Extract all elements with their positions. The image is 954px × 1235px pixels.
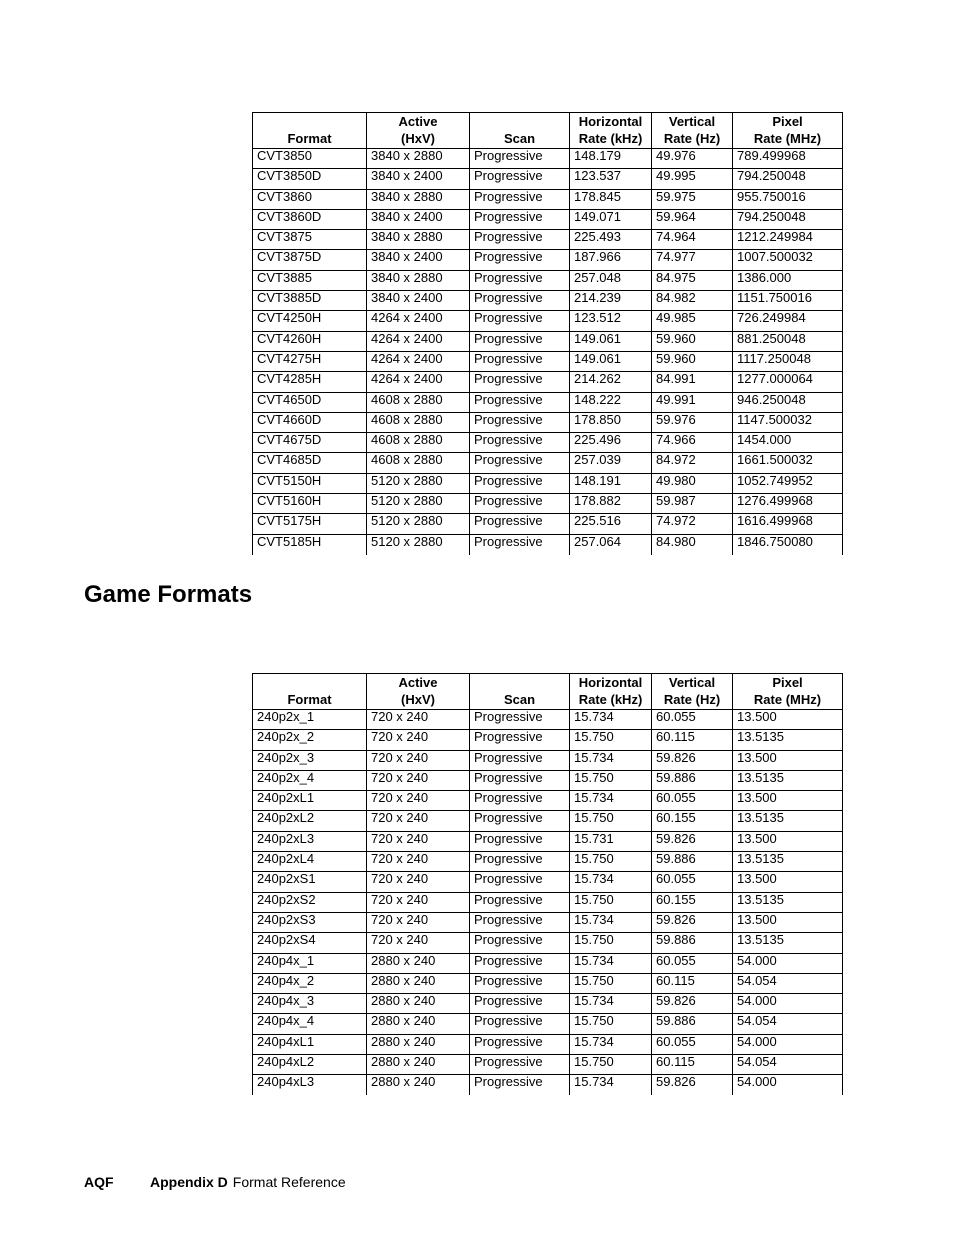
table-row: [253, 270, 843, 290]
cell-scan: Progressive: [470, 1055, 570, 1075]
cell-format: CVT3875: [253, 230, 367, 250]
table-row: [253, 351, 843, 371]
cell-horizontal-rate: 15.734: [570, 872, 652, 892]
table-row: [253, 831, 843, 851]
cell-active: 3840 x 2400: [367, 209, 470, 229]
cell-vertical-rate: 49.980: [652, 473, 733, 493]
cell-pixel-rate: 1212.249984: [733, 230, 843, 250]
cell-scan: Progressive: [470, 852, 570, 872]
section-heading: Game Formats: [84, 581, 253, 608]
cell-vertical-rate: 60.115: [652, 973, 733, 993]
cell-vertical-rate: 74.977: [652, 250, 733, 270]
cell-pixel-rate: 789.499968: [733, 149, 843, 169]
table-row: [253, 791, 843, 811]
cell-pixel-rate: 946.250048: [733, 392, 843, 412]
table-row: [253, 250, 843, 270]
cell-format: 240p4xL2: [253, 1055, 367, 1075]
cell-horizontal-rate: 178.882: [570, 494, 652, 514]
cell-scan: Progressive: [470, 770, 570, 790]
table-row: [253, 534, 843, 555]
cell-format: CVT4275H: [253, 351, 367, 371]
cell-horizontal-rate: 15.734: [570, 953, 652, 973]
cell-horizontal-rate: 15.734: [570, 912, 652, 932]
cell-vertical-rate: 59.886: [652, 770, 733, 790]
cell-active: 3840 x 2880: [367, 149, 470, 169]
cell-active: 4608 x 2880: [367, 453, 470, 473]
table-row: [253, 189, 843, 209]
cell-pixel-rate: 1616.499968: [733, 514, 843, 534]
cell-format: CVT3885D: [253, 291, 367, 311]
cell-horizontal-rate: 15.734: [570, 994, 652, 1014]
cell-active: 2880 x 240: [367, 1055, 470, 1075]
cell-pixel-rate: 54.054: [733, 1014, 843, 1034]
cell-pixel-rate: 1147.500032: [733, 412, 843, 432]
cell-active: 4264 x 2400: [367, 351, 470, 371]
cell-pixel-rate: 794.250048: [733, 209, 843, 229]
cell-format: CVT3885: [253, 270, 367, 290]
footer-title: Format Reference: [232, 1174, 346, 1190]
cell-vertical-rate: 59.886: [652, 852, 733, 872]
cell-horizontal-rate: 148.222: [570, 392, 652, 412]
header-format: Format: [253, 113, 367, 149]
cell-scan: Progressive: [470, 710, 570, 730]
cell-scan: Progressive: [470, 1014, 570, 1034]
header-horizontal-rate: Horizontal Rate (kHz): [570, 113, 652, 149]
cell-scan: Progressive: [470, 209, 570, 229]
cell-horizontal-rate: 15.750: [570, 730, 652, 750]
cell-active: 3840 x 2880: [367, 230, 470, 250]
cell-vertical-rate: 74.972: [652, 514, 733, 534]
cell-format: CVT5160H: [253, 494, 367, 514]
cell-scan: Progressive: [470, 872, 570, 892]
cell-horizontal-rate: 187.966: [570, 250, 652, 270]
cell-active: 5120 x 2880: [367, 473, 470, 493]
cell-active: 720 x 240: [367, 730, 470, 750]
table-row: [253, 770, 843, 790]
table-row: [253, 311, 843, 331]
cell-active: 3840 x 2400: [367, 250, 470, 270]
cell-scan: Progressive: [470, 892, 570, 912]
cell-format: 240p4x_2: [253, 973, 367, 993]
cell-pixel-rate: 54.000: [733, 1034, 843, 1054]
cell-horizontal-rate: 15.750: [570, 852, 652, 872]
table-row: [253, 1034, 843, 1054]
cell-pixel-rate: 13.5135: [733, 730, 843, 750]
cell-active: 720 x 240: [367, 710, 470, 730]
cell-scan: Progressive: [470, 250, 570, 270]
cell-pixel-rate: 726.249984: [733, 311, 843, 331]
cell-scan: Progressive: [470, 473, 570, 493]
cell-horizontal-rate: 123.537: [570, 169, 652, 189]
cell-pixel-rate: 1007.500032: [733, 250, 843, 270]
cell-vertical-rate: 84.975: [652, 270, 733, 290]
cell-format: CVT4675D: [253, 433, 367, 453]
cell-pixel-rate: 54.000: [733, 953, 843, 973]
cell-scan: Progressive: [470, 1075, 570, 1096]
cell-horizontal-rate: 15.734: [570, 750, 652, 770]
table-row: [253, 933, 843, 953]
cvt-format-table: [252, 112, 843, 555]
cell-pixel-rate: 13.500: [733, 831, 843, 851]
cell-horizontal-rate: 15.750: [570, 973, 652, 993]
cell-pixel-rate: 54.000: [733, 994, 843, 1014]
cell-active: 720 x 240: [367, 791, 470, 811]
table-row: [253, 291, 843, 311]
cell-format: CVT5185H: [253, 534, 367, 555]
table-row: [253, 872, 843, 892]
cell-format: 240p4xL1: [253, 1034, 367, 1054]
cell-format: 240p2xS4: [253, 933, 367, 953]
cell-pixel-rate: 13.500: [733, 750, 843, 770]
cell-format: 240p2xL4: [253, 852, 367, 872]
cell-pixel-rate: 13.500: [733, 872, 843, 892]
cell-vertical-rate: 59.975: [652, 189, 733, 209]
cell-format: 240p2xS2: [253, 892, 367, 912]
cell-scan: Progressive: [470, 412, 570, 432]
cell-format: CVT3875D: [253, 250, 367, 270]
cell-horizontal-rate: 123.512: [570, 311, 652, 331]
cell-horizontal-rate: 257.064: [570, 534, 652, 555]
cell-active: 5120 x 2880: [367, 494, 470, 514]
cell-pixel-rate: 13.5135: [733, 770, 843, 790]
cell-scan: Progressive: [470, 189, 570, 209]
table-row: [253, 514, 843, 534]
cell-scan: Progressive: [470, 149, 570, 169]
cell-horizontal-rate: 225.493: [570, 230, 652, 250]
cell-vertical-rate: 59.826: [652, 994, 733, 1014]
cell-pixel-rate: 13.500: [733, 710, 843, 730]
cell-active: 3840 x 2880: [367, 270, 470, 290]
cell-active: 720 x 240: [367, 892, 470, 912]
cell-format: 240p4x_4: [253, 1014, 367, 1034]
cell-format: 240p2xS1: [253, 872, 367, 892]
cell-vertical-rate: 49.995: [652, 169, 733, 189]
cell-active: 4264 x 2400: [367, 372, 470, 392]
table-row: [253, 230, 843, 250]
cell-active: 4608 x 2880: [367, 412, 470, 432]
cell-format: CVT4250H: [253, 311, 367, 331]
cell-format: 240p2xL3: [253, 831, 367, 851]
cell-horizontal-rate: 15.734: [570, 1075, 652, 1096]
cell-active: 5120 x 2880: [367, 514, 470, 534]
table-row: [253, 149, 843, 169]
table-row: [253, 811, 843, 831]
cell-horizontal-rate: 225.516: [570, 514, 652, 534]
footer-brand: AQF: [84, 1174, 114, 1190]
header-active: Active (HxV): [367, 113, 470, 149]
cell-active: 720 x 240: [367, 872, 470, 892]
cell-vertical-rate: 60.115: [652, 730, 733, 750]
table-row: [253, 1075, 843, 1096]
cell-scan: Progressive: [470, 973, 570, 993]
table-row: [253, 953, 843, 973]
table-row: [253, 392, 843, 412]
cell-format: CVT4660D: [253, 412, 367, 432]
header-scan: Scan: [470, 113, 570, 149]
cell-format: CVT4650D: [253, 392, 367, 412]
cell-vertical-rate: 59.826: [652, 750, 733, 770]
cell-horizontal-rate: 15.750: [570, 892, 652, 912]
header-pixel-rate: Pixel Rate (MHz): [733, 674, 843, 710]
cell-scan: Progressive: [470, 912, 570, 932]
cell-active: 720 x 240: [367, 811, 470, 831]
cell-pixel-rate: 1276.499968: [733, 494, 843, 514]
cell-horizontal-rate: 149.061: [570, 331, 652, 351]
cell-pixel-rate: 13.5135: [733, 852, 843, 872]
cell-pixel-rate: 1661.500032: [733, 453, 843, 473]
cell-scan: Progressive: [470, 730, 570, 750]
cell-horizontal-rate: 15.750: [570, 1055, 652, 1075]
cell-pixel-rate: 54.054: [733, 973, 843, 993]
cell-pixel-rate: 1277.000064: [733, 372, 843, 392]
cell-format: 240p4x_3: [253, 994, 367, 1014]
table-row: [253, 473, 843, 493]
table-row: [253, 750, 843, 770]
cell-scan: Progressive: [470, 791, 570, 811]
table-row: [253, 730, 843, 750]
cell-active: 720 x 240: [367, 831, 470, 851]
table-row: [253, 973, 843, 993]
cell-format: CVT3850: [253, 149, 367, 169]
cell-horizontal-rate: 15.734: [570, 791, 652, 811]
cell-horizontal-rate: 148.191: [570, 473, 652, 493]
table-body: [253, 710, 843, 1096]
cell-vertical-rate: 84.982: [652, 291, 733, 311]
cell-vertical-rate: 59.976: [652, 412, 733, 432]
cell-horizontal-rate: 15.750: [570, 770, 652, 790]
game-format-table: [252, 673, 843, 1095]
cell-horizontal-rate: 15.731: [570, 831, 652, 851]
cell-format: 240p2x_4: [253, 770, 367, 790]
cell-scan: Progressive: [470, 514, 570, 534]
footer-appendix: Appendix D: [150, 1174, 228, 1190]
table-row: [253, 710, 843, 730]
cell-vertical-rate: 84.972: [652, 453, 733, 473]
header-horizontal-rate: Horizontal Rate (kHz): [570, 674, 652, 710]
cell-vertical-rate: 60.115: [652, 1055, 733, 1075]
cell-vertical-rate: 59.960: [652, 351, 733, 371]
cell-vertical-rate: 59.964: [652, 209, 733, 229]
cell-vertical-rate: 59.960: [652, 331, 733, 351]
table-row: [253, 494, 843, 514]
table-row: [253, 912, 843, 932]
cell-pixel-rate: 1386.000: [733, 270, 843, 290]
cell-pixel-rate: 881.250048: [733, 331, 843, 351]
cell-pixel-rate: 13.500: [733, 912, 843, 932]
cell-horizontal-rate: 178.845: [570, 189, 652, 209]
cell-scan: Progressive: [470, 311, 570, 331]
cell-vertical-rate: 60.155: [652, 892, 733, 912]
cell-format: 240p2xL1: [253, 791, 367, 811]
cell-pixel-rate: 1846.750080: [733, 534, 843, 555]
cell-format: 240p2x_3: [253, 750, 367, 770]
table-row: [253, 1055, 843, 1075]
cell-pixel-rate: 54.054: [733, 1055, 843, 1075]
cell-scan: Progressive: [470, 811, 570, 831]
header-vertical-rate: Vertical Rate (Hz): [652, 674, 733, 710]
cell-horizontal-rate: 149.071: [570, 209, 652, 229]
table-row: [253, 433, 843, 453]
cell-pixel-rate: 13.5135: [733, 933, 843, 953]
cell-vertical-rate: 59.826: [652, 1075, 733, 1096]
table-row: [253, 994, 843, 1014]
table-header: [253, 113, 843, 149]
cell-active: 2880 x 240: [367, 973, 470, 993]
cell-pixel-rate: 54.000: [733, 1075, 843, 1096]
cell-format: 240p2xS3: [253, 912, 367, 932]
cell-vertical-rate: 60.055: [652, 710, 733, 730]
cell-horizontal-rate: 15.750: [570, 811, 652, 831]
cell-vertical-rate: 74.964: [652, 230, 733, 250]
cell-scan: Progressive: [470, 750, 570, 770]
cell-scan: Progressive: [470, 831, 570, 851]
cell-vertical-rate: 60.155: [652, 811, 733, 831]
cell-horizontal-rate: 257.039: [570, 453, 652, 473]
cell-scan: Progressive: [470, 372, 570, 392]
cell-vertical-rate: 84.980: [652, 534, 733, 555]
cell-scan: Progressive: [470, 1034, 570, 1054]
cell-horizontal-rate: 214.262: [570, 372, 652, 392]
cell-vertical-rate: 60.055: [652, 872, 733, 892]
cell-scan: Progressive: [470, 933, 570, 953]
cell-active: 720 x 240: [367, 852, 470, 872]
cell-horizontal-rate: 15.750: [570, 933, 652, 953]
cell-format: CVT3850D: [253, 169, 367, 189]
cell-vertical-rate: 59.826: [652, 912, 733, 932]
cell-pixel-rate: 1454.000: [733, 433, 843, 453]
cell-vertical-rate: 59.826: [652, 831, 733, 851]
cell-scan: Progressive: [470, 270, 570, 290]
cell-vertical-rate: 74.966: [652, 433, 733, 453]
cell-scan: Progressive: [470, 494, 570, 514]
cell-active: 3840 x 2880: [367, 189, 470, 209]
cell-horizontal-rate: 214.239: [570, 291, 652, 311]
cell-vertical-rate: 84.991: [652, 372, 733, 392]
cell-active: 2880 x 240: [367, 1014, 470, 1034]
cell-horizontal-rate: 225.496: [570, 433, 652, 453]
table-row: [253, 209, 843, 229]
cell-active: 4264 x 2400: [367, 311, 470, 331]
cell-active: 720 x 240: [367, 750, 470, 770]
cell-active: 3840 x 2400: [367, 291, 470, 311]
cell-horizontal-rate: 257.048: [570, 270, 652, 290]
header-scan: Scan: [470, 674, 570, 710]
cell-active: 2880 x 240: [367, 1075, 470, 1096]
table-row: [253, 892, 843, 912]
cell-format: CVT4285H: [253, 372, 367, 392]
cell-active: 4608 x 2880: [367, 433, 470, 453]
table-row: [253, 453, 843, 473]
cell-horizontal-rate: 149.061: [570, 351, 652, 371]
header-vertical-rate: Vertical Rate (Hz): [652, 113, 733, 149]
cell-active: 5120 x 2880: [367, 534, 470, 555]
cell-scan: Progressive: [470, 433, 570, 453]
cell-horizontal-rate: 178.850: [570, 412, 652, 432]
cell-active: 720 x 240: [367, 933, 470, 953]
cell-scan: Progressive: [470, 230, 570, 250]
page-footer: [84, 1174, 346, 1190]
cell-format: 240p2x_1: [253, 710, 367, 730]
cell-format: CVT4685D: [253, 453, 367, 473]
cell-pixel-rate: 13.500: [733, 791, 843, 811]
cell-horizontal-rate: 15.734: [570, 710, 652, 730]
table-row: [253, 1014, 843, 1034]
cell-active: 2880 x 240: [367, 953, 470, 973]
cell-format: 240p2xL2: [253, 811, 367, 831]
cell-active: 720 x 240: [367, 912, 470, 932]
cell-vertical-rate: 49.991: [652, 392, 733, 412]
cell-active: 2880 x 240: [367, 994, 470, 1014]
cell-scan: Progressive: [470, 994, 570, 1014]
table-body: [253, 149, 843, 555]
cell-horizontal-rate: 15.734: [570, 1034, 652, 1054]
cell-pixel-rate: 1117.250048: [733, 351, 843, 371]
cell-vertical-rate: 49.976: [652, 149, 733, 169]
cell-pixel-rate: 1151.750016: [733, 291, 843, 311]
cell-format: CVT5150H: [253, 473, 367, 493]
table-row: [253, 412, 843, 432]
cell-format: 240p4x_1: [253, 953, 367, 973]
cell-vertical-rate: 60.055: [652, 1034, 733, 1054]
table-header: [253, 674, 843, 710]
header-pixel-rate: Pixel Rate (MHz): [733, 113, 843, 149]
cell-active: 2880 x 240: [367, 1034, 470, 1054]
header-format: Format: [253, 674, 367, 710]
cell-vertical-rate: 59.886: [652, 933, 733, 953]
cell-active: 720 x 240: [367, 770, 470, 790]
cell-format: CVT3860: [253, 189, 367, 209]
cell-horizontal-rate: 148.179: [570, 149, 652, 169]
cell-pixel-rate: 13.5135: [733, 892, 843, 912]
header-active: Active (HxV): [367, 674, 470, 710]
cell-format: CVT3860D: [253, 209, 367, 229]
table-row: [253, 169, 843, 189]
cell-format: 240p4xL3: [253, 1075, 367, 1096]
cell-active: 4608 x 2880: [367, 392, 470, 412]
cell-active: 3840 x 2400: [367, 169, 470, 189]
cell-scan: Progressive: [470, 331, 570, 351]
cell-format: CVT5175H: [253, 514, 367, 534]
cell-pixel-rate: 1052.749952: [733, 473, 843, 493]
cell-scan: Progressive: [470, 953, 570, 973]
cell-vertical-rate: 49.985: [652, 311, 733, 331]
table-row: [253, 852, 843, 872]
cell-vertical-rate: 60.055: [652, 953, 733, 973]
cell-scan: Progressive: [470, 453, 570, 473]
cell-vertical-rate: 59.886: [652, 1014, 733, 1034]
cell-pixel-rate: 13.5135: [733, 811, 843, 831]
cell-pixel-rate: 794.250048: [733, 169, 843, 189]
cell-pixel-rate: 955.750016: [733, 189, 843, 209]
cell-format: CVT4260H: [253, 331, 367, 351]
cell-scan: Progressive: [470, 291, 570, 311]
cell-scan: Progressive: [470, 534, 570, 555]
table-row: [253, 372, 843, 392]
cell-vertical-rate: 59.987: [652, 494, 733, 514]
cell-active: 4264 x 2400: [367, 331, 470, 351]
cell-scan: Progressive: [470, 392, 570, 412]
cell-vertical-rate: 60.055: [652, 791, 733, 811]
cell-format: 240p2x_2: [253, 730, 367, 750]
cell-scan: Progressive: [470, 351, 570, 371]
cell-scan: Progressive: [470, 169, 570, 189]
cell-horizontal-rate: 15.750: [570, 1014, 652, 1034]
table-row: [253, 331, 843, 351]
